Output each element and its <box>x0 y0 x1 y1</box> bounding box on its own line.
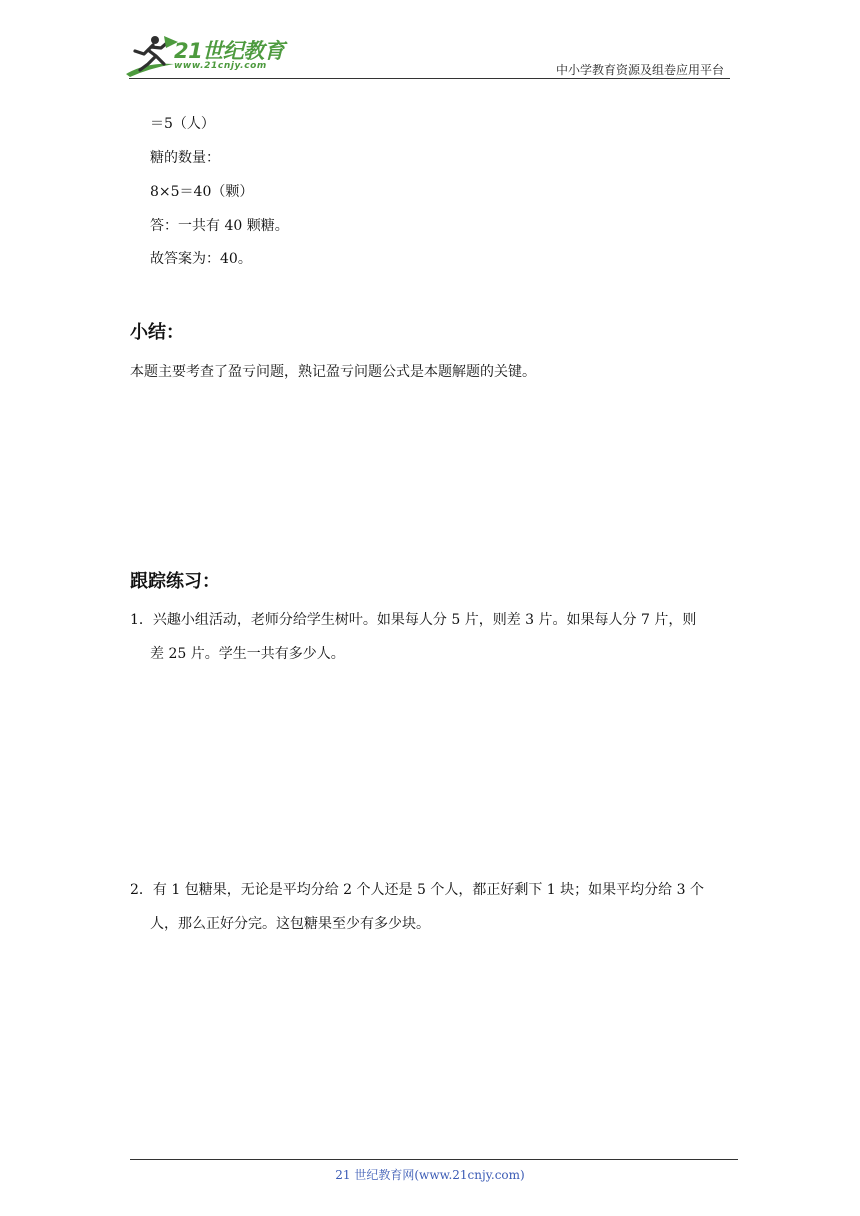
solution-line: ＝5（人） <box>150 116 215 132</box>
solution-line: 答：一共有 40 颗糖。 <box>150 218 289 234</box>
logo-text: 21世纪教育 <box>174 39 285 63</box>
runner-icon <box>124 34 180 78</box>
platform-title: 中小学教育资源及组卷应用平台 <box>555 63 724 77</box>
question-text: 差 25 片。学生一共有多少人。 <box>150 646 345 662</box>
question-text: 人，那么正好分完。这包糖果至少有多少块。 <box>150 916 430 932</box>
practice-heading: 跟踪练习： <box>130 571 220 592</box>
solution-line: 8×5＝40（颗） <box>150 184 254 200</box>
solution-line: 故答案为：40。 <box>150 251 252 267</box>
page-header <box>0 0 860 80</box>
solution-line: 糖的数量： <box>150 150 220 166</box>
summary-text: 本题主要考查了盈亏问题，熟记盈亏问题公式是本题解题的关键。 <box>130 364 536 380</box>
question-text: 2．有 1 包糖果，无论是平均分给 2 个人还是 5 个人，都正好剩下 1 块；如果平均分给 3 个 <box>130 882 704 898</box>
site-logo[interactable] <box>124 34 294 78</box>
summary-heading: 小结： <box>130 322 184 343</box>
footer-link[interactable]: 21 世纪教育网(www.21cnjy.com) <box>335 1168 525 1182</box>
footer-divider <box>130 1159 738 1160</box>
logo-url: www.21cnjy.com <box>174 61 267 71</box>
header-divider <box>129 78 730 79</box>
question-text: 1．兴趣小组活动，老师分给学生树叶。如果每人分 5 片，则差 3 片。如果每人分 7 片，则 <box>130 612 697 628</box>
